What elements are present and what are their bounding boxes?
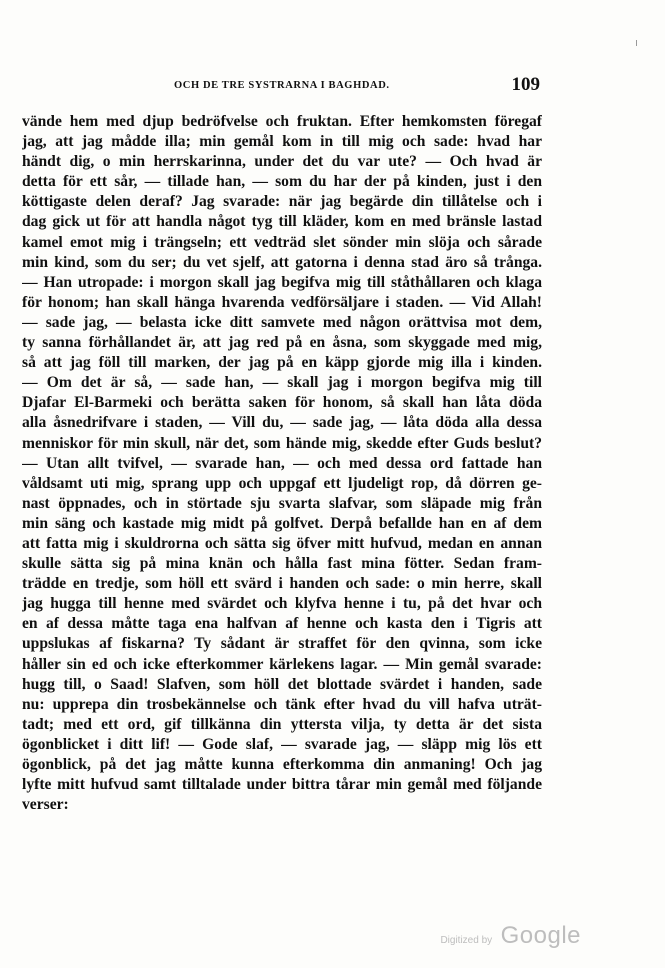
text-line: menniskor för min skull, när det, som hände mig, skedde efter Guds beslut? — [22, 434, 542, 452]
text-line: — Han utropade: i morgon skall jag begifva mig till ståthållaren och klaga — [22, 273, 542, 291]
text-line: en af dessa måtte taga ena halfvan af henne och kasta den i Tigris att — [22, 615, 542, 633]
margin-mark — [636, 40, 637, 46]
text-line: händt dig, o min herrskarinna, under det du var ute? — Och hvad är — [22, 153, 542, 171]
text-line: tadt; med ett ord, gif tillkänna din yttersta vilja, ty detta är det sista — [22, 715, 542, 733]
body-text — [22, 112, 542, 815]
running-title: OCH DE TRE SYSTRARNA I BAGHDAD. — [174, 80, 390, 91]
text-line: detta för ett sår, — tillade han, — som du har der på kinden, just i den — [22, 173, 542, 191]
text-line: kamel emot mig i trängseln; ett vedträd slet sönder min slöja och sårade — [22, 233, 542, 251]
text-line: verser: — [22, 796, 69, 814]
text-line: skulle sätta sig på mina knän och hålla fast mina fötter. Sedan fram- — [22, 555, 542, 573]
text-line: vände hem med djup bedröfvelse och fruktan. Efter hemkomsten föregaf — [22, 113, 542, 130]
text-line: hugg till, o Saad! Slafven, som höll det blottade svärdet i handen, sade — [22, 675, 542, 693]
text-line: alla åsnedrifvare i staden, — Vill du, — sade jag, — låta döda alla dessa — [22, 414, 542, 432]
text-line: ty sanna förhållandet är, att jag red på en åsna, som skyggade med mig, — [22, 334, 542, 352]
text-line: dag gick ut för att handla något tyg till kläder, kom en med bränsle lastad — [22, 213, 542, 231]
digitized-by-google-watermark — [440, 922, 581, 950]
running-header — [22, 74, 542, 98]
text-line: — Om det är så, — sade han, — skall jag i morgon begifva mig till — [22, 374, 542, 392]
text-line: jag hugga till henne med svärdet och klyfva henne i tu, på det hvar och — [22, 595, 542, 613]
text-line: — Utan allt tvifvel, — svarade han, — och med dessa ord fattade han — [22, 454, 542, 472]
text-line: våldsamt uti mig, sprang upp och uppgaf ett ljudeligt rop, då dörren ge- — [22, 474, 542, 492]
text-line: köttigaste delen deraf? Jag svarade: när jag begärde din tillåtelse och i — [22, 193, 542, 211]
text-line: Djafar El-Barmeki och berätta saken för honom, så skall han låta döda — [22, 394, 542, 412]
text-line: ögonblicket i ditt lif! — Gode slaf, — svarade jag, — släpp mig lös ett — [22, 735, 542, 753]
text-line: så att jag föll till marken, der jag på en käpp gjorde mig illa i kinden. — [22, 354, 542, 372]
text-line: jag, att jag mådde illa; min gemål kom in till mig och sade: hvad har — [22, 133, 542, 151]
text-line: nast öppnades, och in störtade sju svarta slafvar, som släpade mig från — [22, 494, 542, 512]
text-line: lyfte mitt hufvud samt tilltalade under bittra tårar min gemål med följande — [22, 776, 542, 794]
watermark-digitized-label: Digitized by — [440, 935, 493, 946]
text-line: att fatta mig i skuldrorna och sätta sig öfver mitt hufvud, medan en annan — [22, 534, 542, 552]
watermark-brand: Google — [500, 922, 581, 949]
text-line: nu: upprepa din trosbekännelse och tänk efter hvad du vill hafva uträt- — [22, 695, 542, 713]
text-line: min kind, som du ser; du vet sjelf, att gatorna i denna stad äro så trånga. — [22, 253, 542, 271]
text-line: håller sin ed och icke efterkommer kärlekens lagar. — Min gemål svarade: — [22, 655, 542, 673]
text-line: min säng och kastade mig midt på golfvet. Derpå befallde han en af dem — [22, 514, 542, 532]
text-line: trädde en tredje, som höll ett svärd i handen och sade: o min herre, skall — [22, 575, 542, 593]
text-line: ögonblick, på det jag måtte kunna efterkomma din anmaning! Och jag — [22, 756, 542, 773]
page-number: 109 — [511, 74, 540, 95]
text-line: för honom; han skall hänga hvarenda vedförsäljare i staden. — Vid Allah! — [22, 293, 542, 311]
text-line: uppslukas af fiskarna? Ty sådant är straffet för den qvinna, som icke — [22, 635, 542, 653]
text-line: — sade jag, — belasta icke ditt samvete med någon orättvisa mot dem, — [22, 313, 542, 331]
